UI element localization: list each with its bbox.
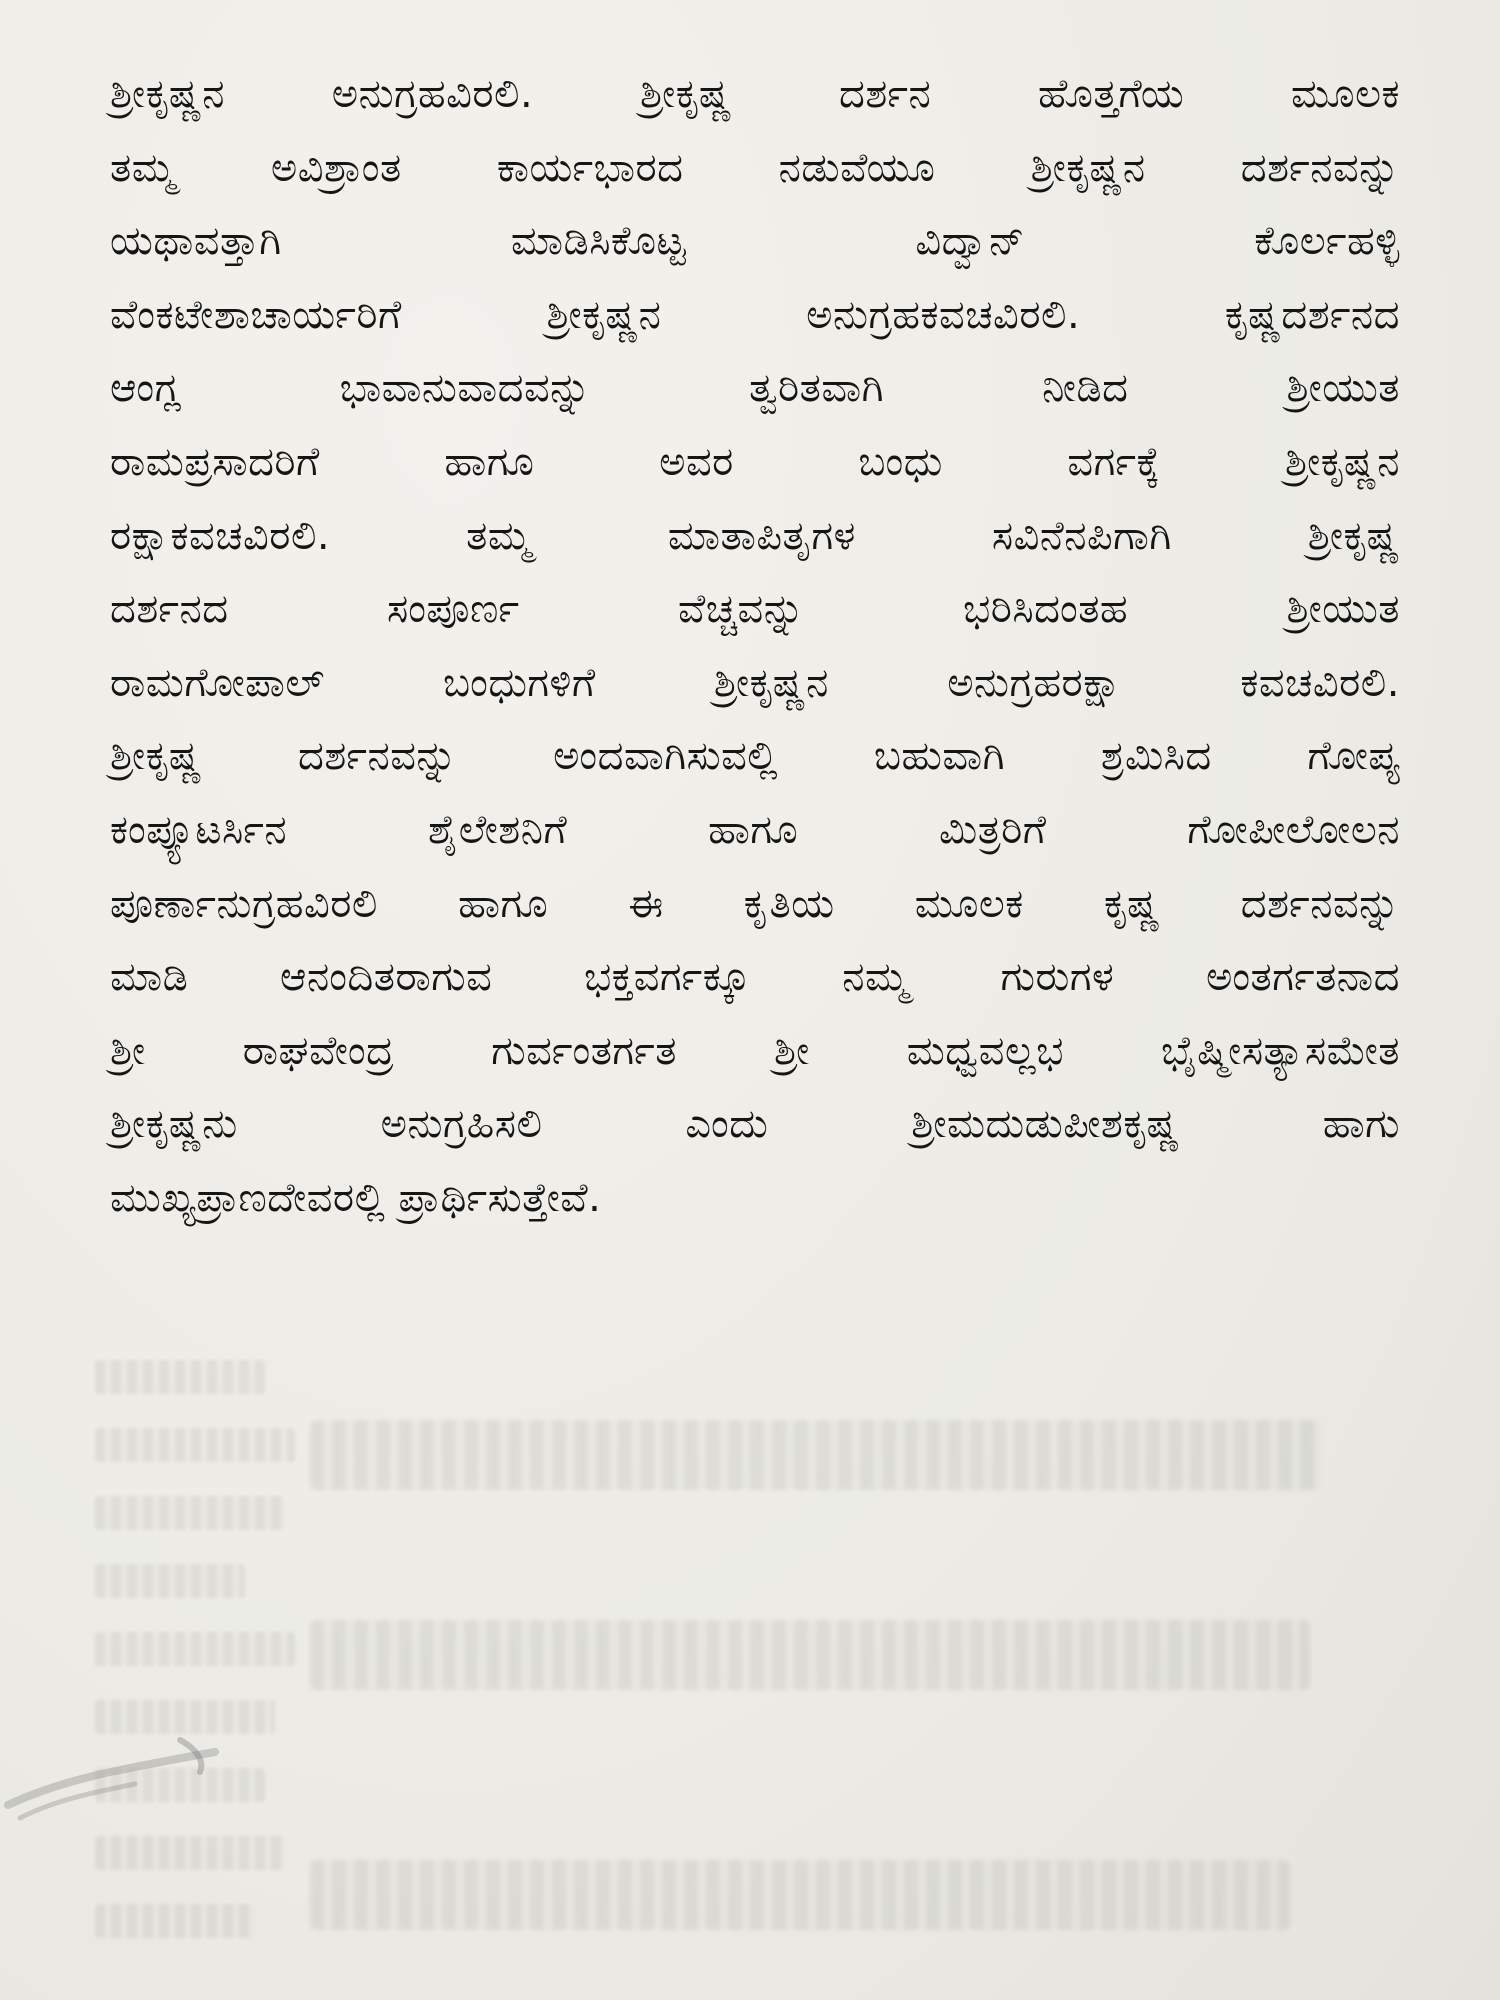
text-line-last — [110, 1162, 1400, 1236]
text-line-content: ತಮ್ಮ ಅವಿಶ್ರಾಂತ ಕಾರ್ಯಭಾರದ ನಡುವೆಯೂ ಶ್ರೀಕೃಷ್ಣನ ದರ್ಶನವನ್ನು — [110, 144, 1400, 191]
text-line — [110, 205, 1400, 279]
text-line — [110, 1015, 1400, 1089]
text-line-content: ಪೂರ್ಣಾನುಗ್ರಹವಿರಲಿ ಹಾಗೂ ಈ ಕೃತಿಯ ಮೂಲಕ ಕೃಷ್ಣ ದರ್ಶನವನ್ನು — [110, 880, 1400, 927]
text-line — [110, 794, 1400, 868]
text-line-content: ಕಂಪ್ಯೂಟರ್ಸಿನ ಶೈಲೇಶನಿಗೆ ಹಾಗೂ ಮಿತ್ರರಿಗೆ ಗೋಪೀಲೋಲನ — [110, 806, 1400, 853]
text-line-content: ವೆಂಕಟೇಶಾಚಾರ್ಯರಿಗೆ ಶ್ರೀಕೃಷ್ಣನ ಅನುಗ್ರಹಕವಚವಿರಲಿ. ಕೃಷ್ಣದರ್ಶನದ — [110, 291, 1400, 338]
text-line — [110, 426, 1400, 500]
text-line — [110, 58, 1400, 132]
text-line-content: ರಾಮಗೋಪಾಲ್ ಬಂಧುಗಳಿಗೆ ಶ್ರೀಕೃಷ್ಣನ ಅನುಗ್ರಹರಕ್ಷಾ ಕವಚವಿರಲಿ. — [110, 659, 1400, 706]
ink-smudge — [0, 1700, 260, 1840]
text-line — [110, 1088, 1400, 1162]
text-line-content: ಮುಖ್ಯಪ್ರಾಣದೇವರಲ್ಲಿ ಪ್ರಾರ್ಥಿಸುತ್ತೇವೆ. — [110, 1174, 602, 1221]
text-line-content: ದರ್ಶನದ ಸಂಪೂರ್ಣ ವೆಚ್ಚವನ್ನು ಭರಿಸಿದಂತಹ ಶ್ರೀಯುತ — [110, 586, 1400, 633]
reverse-side-show-through — [310, 1420, 1340, 1980]
text-line-content: ಯಥಾವತ್ತಾಗಿ ಮಾಡಿಸಿಕೊಟ್ಟ ವಿದ್ವಾನ್ ಕೊರ್ಲಹಳ್ಳಿ — [110, 218, 1400, 265]
text-line — [110, 352, 1400, 426]
text-line — [110, 647, 1400, 721]
text-line-content: ಶ್ರೀಕೃಷ್ಣ ದರ್ಶನವನ್ನು ಅಂದವಾಗಿಸುವಲ್ಲಿ ಬಹುವಾಗಿ ಶ್ರಮಿಸಿದ ಗೋಪ್ಯ — [110, 733, 1400, 780]
acknowledgement-paragraph — [110, 58, 1400, 1236]
text-line — [110, 720, 1400, 794]
reverse-side-show-through-left — [95, 1360, 315, 1980]
text-line — [110, 500, 1400, 574]
text-line — [110, 279, 1400, 353]
text-line-content: ಆಂಗ್ಲ ಭಾವಾನುವಾದವನ್ನು ತ್ವರಿತವಾಗಿ ನೀಡಿದ ಶ್ರೀಯುತ — [110, 365, 1400, 412]
text-line-content: ರಾಮಪ್ರಸಾದರಿಗೆ ಹಾಗೂ ಅವರ ಬಂಧು ವರ್ಗಕ್ಕೆ ಶ್ರೀಕೃಷ್ಣನ — [110, 438, 1400, 485]
text-line-content: ಮಾಡಿ ಆನಂದಿತರಾಗುವ ಭಕ್ತವರ್ಗಕ್ಕೂ ನಮ್ಮ ಗುರುಗಳ ಅಂತರ್ಗತನಾದ — [110, 954, 1400, 1001]
text-line-content: ಶ್ರೀಕೃಷ್ಣನು ಅನುಗ್ರಹಿಸಲಿ ಎಂದು ಶ್ರೀಮದುಡುಪೀಶಕೃಷ್ಣ ಹಾಗು — [110, 1101, 1400, 1148]
text-line — [110, 573, 1400, 647]
text-line — [110, 941, 1400, 1015]
text-line — [110, 132, 1400, 206]
text-line-content: ರಕ್ಷಾಕವಚವಿರಲಿ. ತಮ್ಮ ಮಾತಾಪಿತೃಗಳ ಸವಿನೆನಪಿಗಾಗಿ ಶ್ರೀಕೃಷ್ಣ — [110, 512, 1400, 559]
text-line-content: ಶ್ರೀಕೃಷ್ಣನ ಅನುಗ್ರಹವಿರಲಿ. ಶ್ರೀಕೃಷ್ಣ ದರ್ಶನ ಹೊತ್ತಗೆಯ ಮೂಲಕ — [110, 71, 1400, 117]
text-line-content: ಶ್ರೀ ರಾಘವೇಂದ್ರ ಗುರ್ವಂತರ್ಗತ ಶ್ರೀ ಮಧ್ವವಲ್ಲಭ ಭೈಷ್ಮೀಸತ್ಯಾಸಮೇತ — [110, 1027, 1400, 1074]
text-line — [110, 868, 1400, 942]
